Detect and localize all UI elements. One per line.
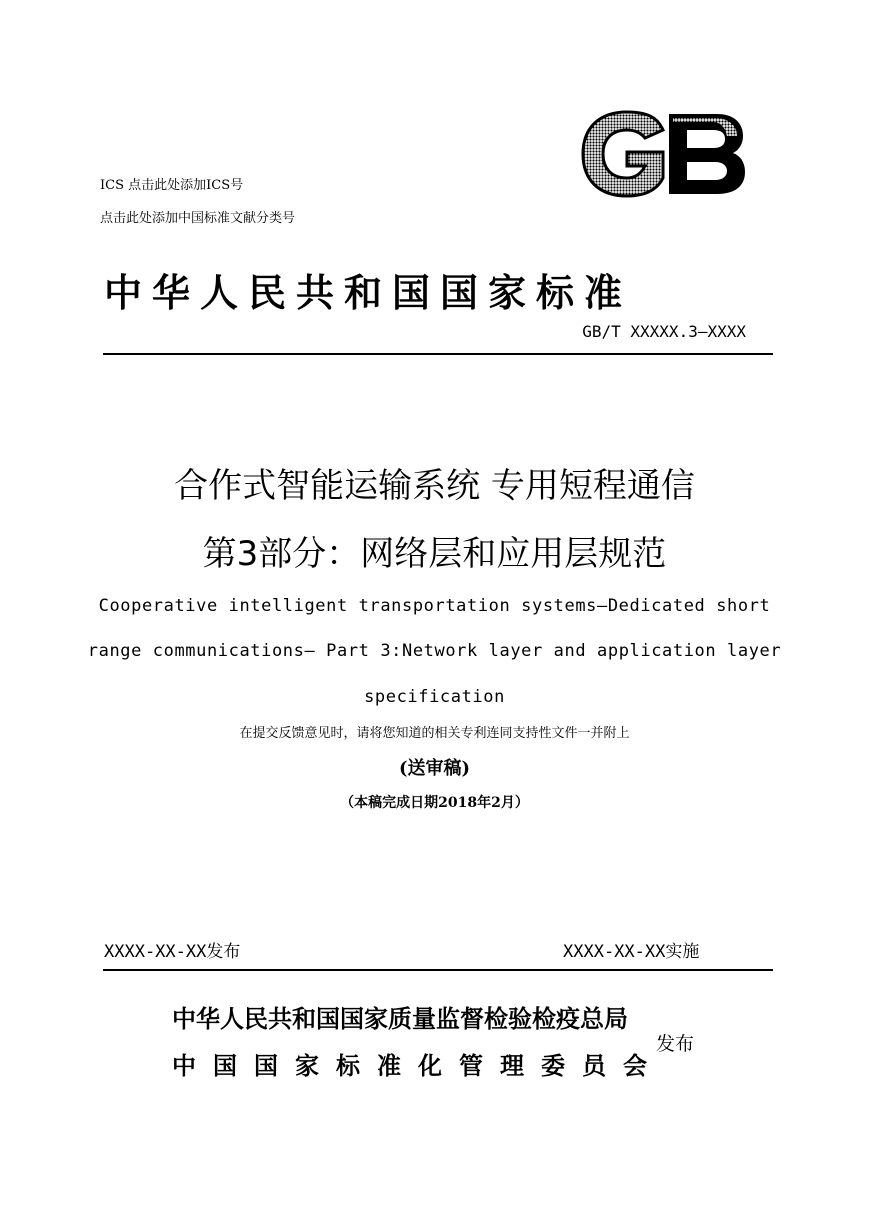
issue-label: 发布 bbox=[656, 1033, 695, 1055]
footer-divider bbox=[103, 969, 773, 971]
title-cn-line2: 第3部分：网络层和应用层规范 bbox=[202, 534, 667, 574]
standard-number: GB/T XXXXX.3—XXXX bbox=[582, 322, 746, 341]
draft-date: （本稿完成日期2018年2月） bbox=[340, 795, 529, 811]
publish-date: XXXX-XX-XX发布 bbox=[104, 942, 241, 962]
ccs-code: 点击此处添加中国标准文献分类号 bbox=[100, 211, 296, 226]
effective-date: XXXX-XX-XX实施 bbox=[563, 942, 700, 962]
title-en-line1: Cooperative intelligent transportation systems—Dedicated short bbox=[98, 596, 771, 616]
title-en-line3: specification bbox=[364, 687, 505, 707]
issuer-line1: 中华人民共和国国家质量监督检验检疫总局 bbox=[172, 1004, 628, 1033]
issuer-line2: 中国国家标准化管理委员会 bbox=[172, 1051, 664, 1080]
ics-code: ICS 点击此处添加ICS号 bbox=[100, 178, 244, 193]
header-divider bbox=[103, 353, 773, 355]
title-cn-line1: 合作式智能运输系统 专用短程通信 bbox=[174, 466, 695, 506]
patent-note: 在提交反馈意见时，请将您知道的相关专利连同支持性文件一并附上 bbox=[239, 726, 630, 741]
standard-title: 中华人民共和国国家标准 bbox=[104, 270, 633, 315]
draft-status: (送审稿) bbox=[398, 758, 471, 779]
title-en-line2: range communications— Part 3:Network layer and application layer bbox=[87, 641, 782, 661]
gb-logo bbox=[577, 108, 749, 200]
